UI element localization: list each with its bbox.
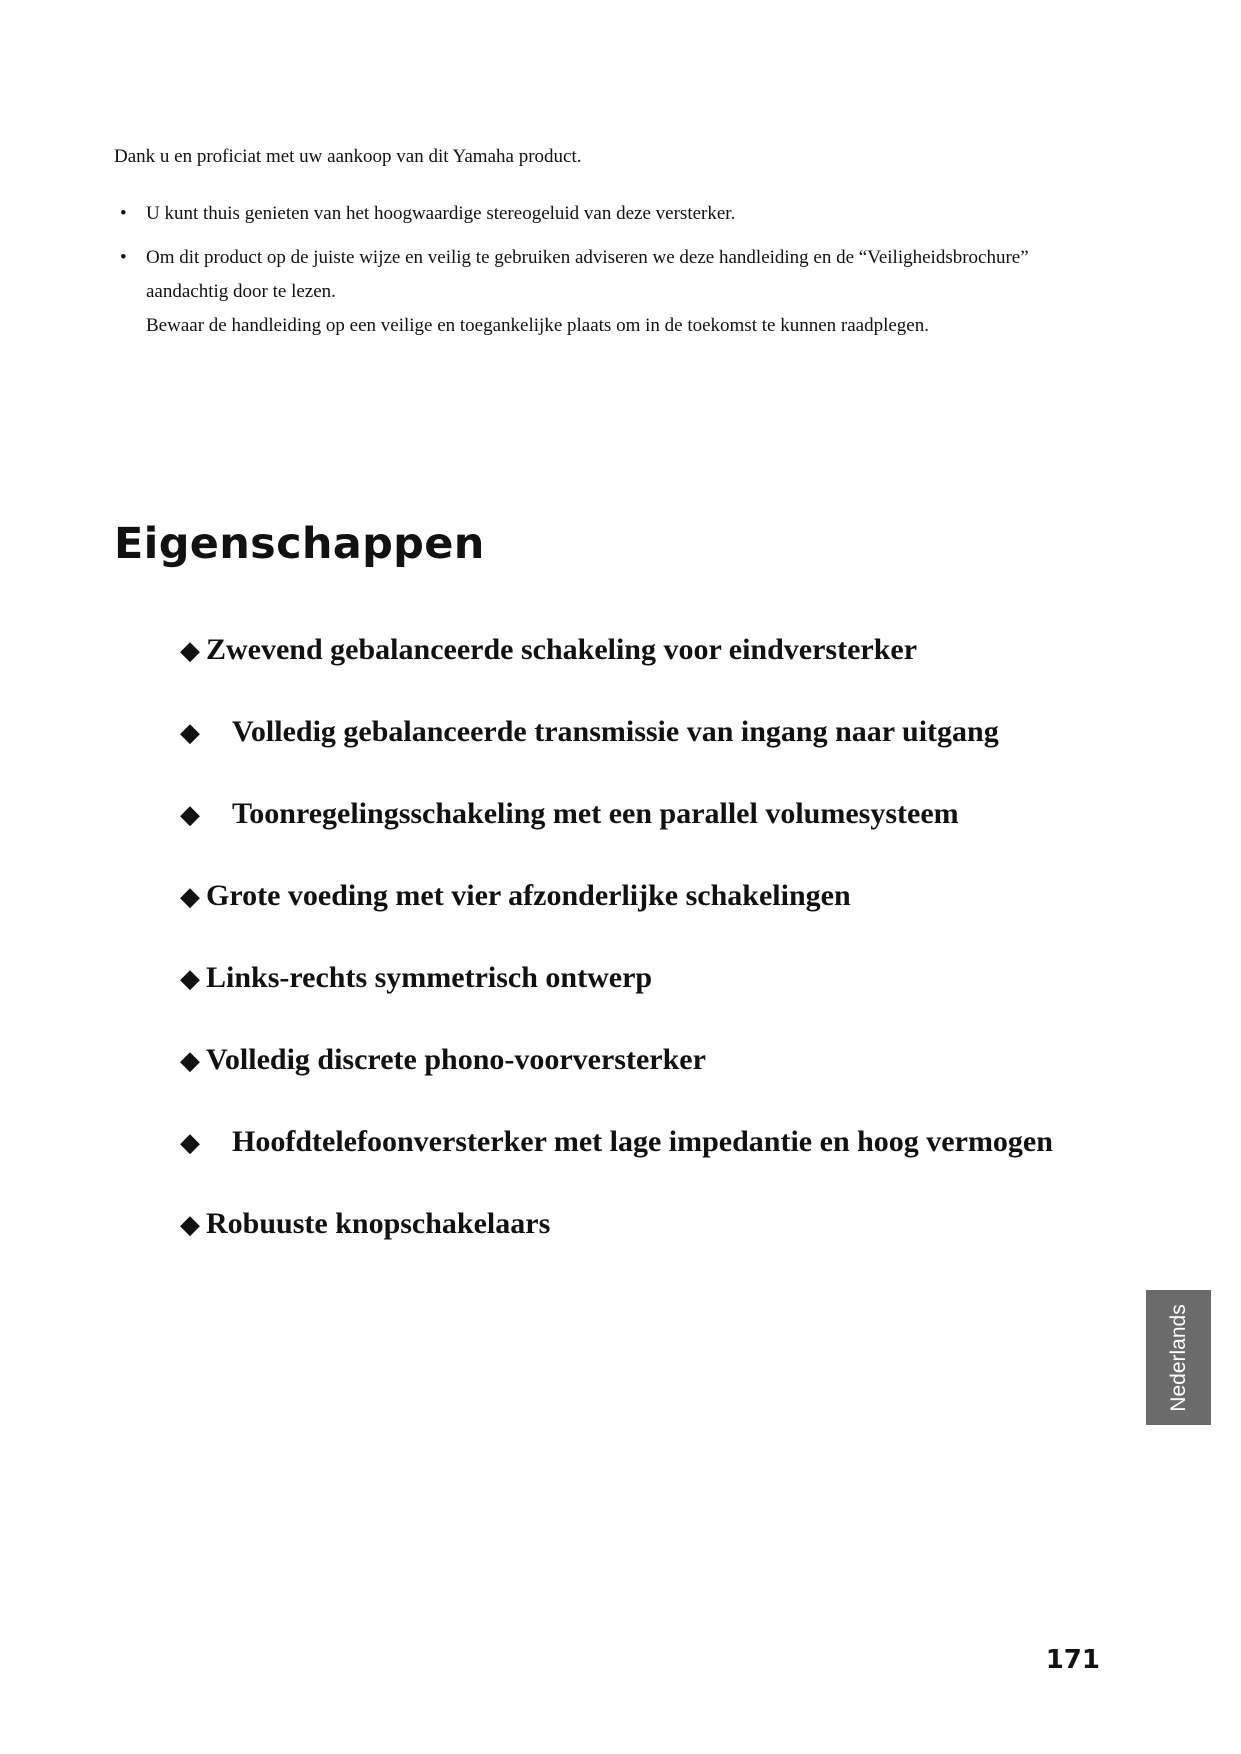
feature-item [180, 876, 1140, 958]
feature-item [180, 1204, 1140, 1286]
feature-text: Zwevend gebalanceerde schakeling voor eindversterker [206, 633, 918, 666]
feature-text: Robuuste knopschakelaars [206, 1207, 551, 1240]
feature-text: Hoofdtelefoonversterker met lage impedantie en hoog vermogen [232, 1125, 1053, 1158]
language-tab [1146, 1290, 1211, 1425]
diamond-bullet-icon: ◆ [180, 882, 200, 911]
feature-item [180, 794, 1140, 876]
diamond-bullet-icon: ◆ [180, 1046, 200, 1075]
section-heading: Eigenschappen [114, 519, 485, 569]
feature-text: Grote voeding met vier afzonderlijke schakelingen [206, 879, 851, 912]
feature-item [180, 1040, 1140, 1122]
language-tab-label: Nederlands [1166, 1303, 1190, 1412]
feature-list [180, 630, 1140, 1286]
feature-item [180, 958, 1140, 1040]
bullet-text: U kunt thuis genieten van het hoogwaardige stereogeluid van deze versterker. [146, 203, 736, 224]
diamond-bullet-icon: ◆ [180, 636, 200, 665]
feature-text: Volledig gebalanceerde transmissie van ingang naar uitgang [232, 715, 999, 748]
intro-bullet-list [114, 197, 1124, 353]
bullet-item [114, 241, 1124, 343]
diamond-bullet-icon: ◆ [180, 1128, 200, 1157]
bullet-text: aandachtig door te lezen. [146, 281, 336, 302]
intro-text: Dank u en proficiat met uw aankoop van dit Yamaha product. [114, 146, 582, 167]
feature-item [180, 1122, 1140, 1204]
feature-text: Toonregelingsschakeling met een parallel volumesysteem [232, 797, 959, 830]
feature-text: Links-rechts symmetrisch ontwerp [206, 961, 653, 994]
bullet-text: Om dit product op de juiste wijze en veilig te gebruiken adviseren we deze handleiding en de “Veiligheidsbrochure” [146, 247, 1029, 268]
bullet-item [114, 197, 1124, 231]
diamond-bullet-icon: ◆ [180, 718, 200, 747]
bullet-dot-icon: • [120, 247, 127, 268]
diamond-bullet-icon: ◆ [180, 964, 200, 993]
diamond-bullet-icon: ◆ [180, 800, 200, 829]
page-number: 171 [1045, 1645, 1100, 1675]
feature-item [180, 712, 1140, 794]
diamond-bullet-icon: ◆ [180, 1210, 200, 1239]
feature-item [180, 630, 1140, 712]
feature-text: Volledig discrete phono-voorversterker [206, 1043, 706, 1076]
bullet-dot-icon: • [120, 203, 127, 224]
bullet-text: Bewaar de handleiding op een veilige en toegankelijke plaats om in de toekomst te kunnen raadplegen. [146, 315, 929, 336]
